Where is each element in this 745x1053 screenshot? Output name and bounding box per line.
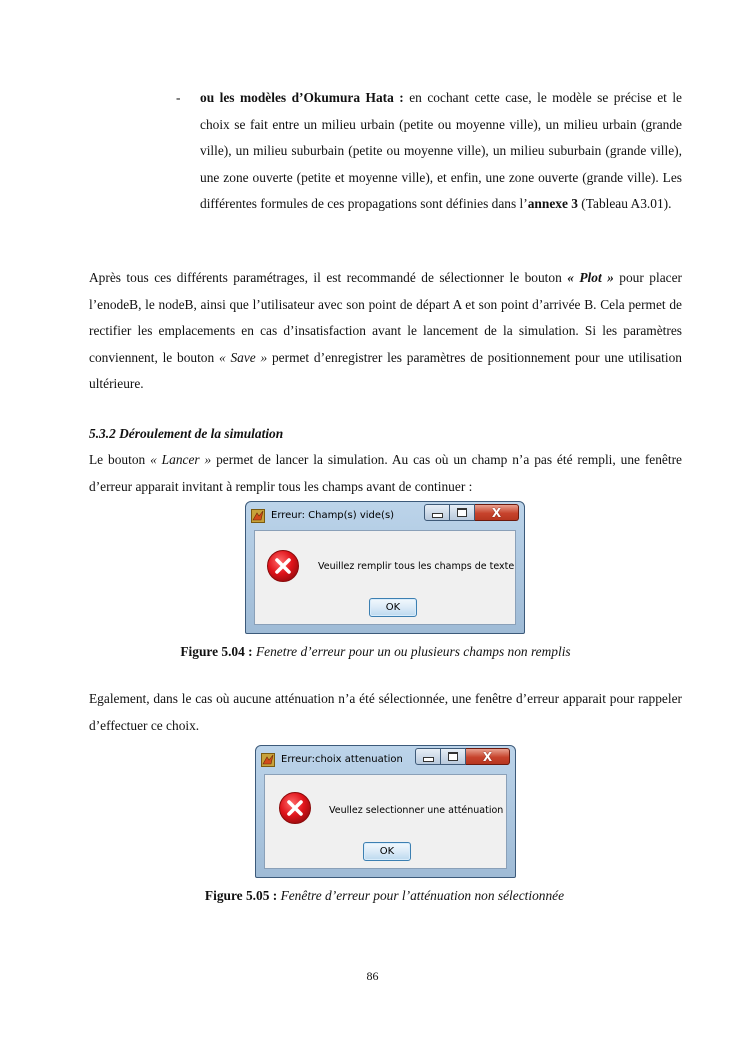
dialog-client-area <box>264 774 507 869</box>
maximize-button[interactable] <box>441 748 466 765</box>
minimize-button[interactable] <box>415 748 441 765</box>
annex-reference: annexe 3 <box>527 196 578 211</box>
page-number: 86 <box>366 969 379 983</box>
dialog-title: Erreur:choix attenuation <box>281 754 403 765</box>
bullet-text-before: en cochant cette case, le modèle se précise et le choix se fait entre un milieu urbain (petite ou moyenne ville), un milieu urbain (grande ville), un milieu suburbain (petite ou moyenne ville), un milieu suburbain (grande ville), une zone ouverte (petite et moyenne ville), et enfin, une zone ouverte (grande ville). Les différentes formules de ces propagations sont définies dans l’ <box>200 90 683 211</box>
ok-button[interactable]: OK <box>369 598 417 617</box>
plot-button-reference: « Plot » <box>567 270 614 285</box>
section-heading: 5.3.2 Déroulement de la simulation <box>89 426 284 441</box>
lancer-button-reference: « Lancer » <box>150 452 212 467</box>
dialog-titlebar <box>256 746 515 772</box>
bullet-item-okumura-hata <box>176 85 682 218</box>
close-button[interactable] <box>475 504 519 521</box>
paragraph-attenuation: Egalement, dans le cas où aucune atténuation n’a été sélectionnée, une fenêtre d’erreur apparait pour rappeler d’effectuer ce choix. <box>89 691 682 733</box>
save-button-reference: « Save » <box>218 349 268 365</box>
figure-caption-5-04 <box>0 643 745 661</box>
error-dialog-empty-fields <box>245 501 525 634</box>
error-icon <box>278 791 312 825</box>
matlab-app-icon <box>251 509 265 523</box>
window-controls <box>415 748 510 765</box>
dialog-title: Erreur: Champ(s) vide(s) <box>271 510 395 521</box>
ok-button[interactable]: OK <box>363 842 411 861</box>
dialog-titlebar <box>246 502 524 528</box>
dialog-message: Veullez selectionner une atténuation <box>329 805 504 816</box>
close-icon: X <box>482 749 493 764</box>
figure-caption-text: Fenetre d’erreur pour un ou plusieurs champs non remplis <box>255 644 571 659</box>
para1-text-middle: pour placer l’enodeB, le nodeB, ainsi que l’utilisateur avec son point de départ A et son point d’arrivée B. Cela permet de rectifier les emplacements en cas d’insatisfaction avant le lancement de la simulation. Si les paramètres conviennent, le bouton <box>89 270 682 365</box>
paragraph-plot-save <box>89 265 682 398</box>
minimize-icon <box>423 757 434 762</box>
figure-caption-5-05 <box>0 887 745 905</box>
bullet-body <box>200 85 682 218</box>
para2-text-before: Le bouton <box>89 452 151 467</box>
error-dialog-attenuation <box>255 745 516 878</box>
bullet-term: ou les modèles d’Okumura Hata : <box>200 90 404 105</box>
minimize-button[interactable] <box>424 504 450 521</box>
figure-label: Figure 5.04 : <box>180 644 253 659</box>
maximize-icon <box>457 508 467 517</box>
bullet-text-after: (Tableau A3.01). <box>577 196 672 211</box>
paragraph-lancer <box>89 447 682 500</box>
close-icon: X <box>491 505 502 520</box>
para1-text-after: permet d’enregistrer les paramètres de positionnement pour une utilisation ultérieure. <box>89 349 682 391</box>
bullet-dash: - <box>176 90 181 105</box>
maximize-icon <box>448 752 458 761</box>
figure-label: Figure 5.05 : <box>204 888 278 903</box>
figure-caption-text: Fenêtre d’erreur pour l’atténuation non sélectionnée <box>280 888 565 903</box>
dialog-message: Veuillez remplir tous les champs de texte <box>318 561 515 572</box>
matlab-app-icon <box>261 753 275 767</box>
minimize-icon <box>432 513 443 518</box>
dialog-client-area <box>254 530 516 625</box>
para1-text-before: Après tous ces différents paramétrages, il est recommandé de sélectionner le bouton <box>89 270 568 285</box>
close-button[interactable] <box>466 748 510 765</box>
para2-text-after: permet de lancer la simulation. Au cas où un champ n’a pas été rempli, une fenêtre d’erreur apparait invitant à remplir tous les champs avant de continuer : <box>89 452 683 494</box>
maximize-button[interactable] <box>450 504 475 521</box>
error-icon <box>266 549 300 583</box>
window-controls <box>424 504 519 521</box>
